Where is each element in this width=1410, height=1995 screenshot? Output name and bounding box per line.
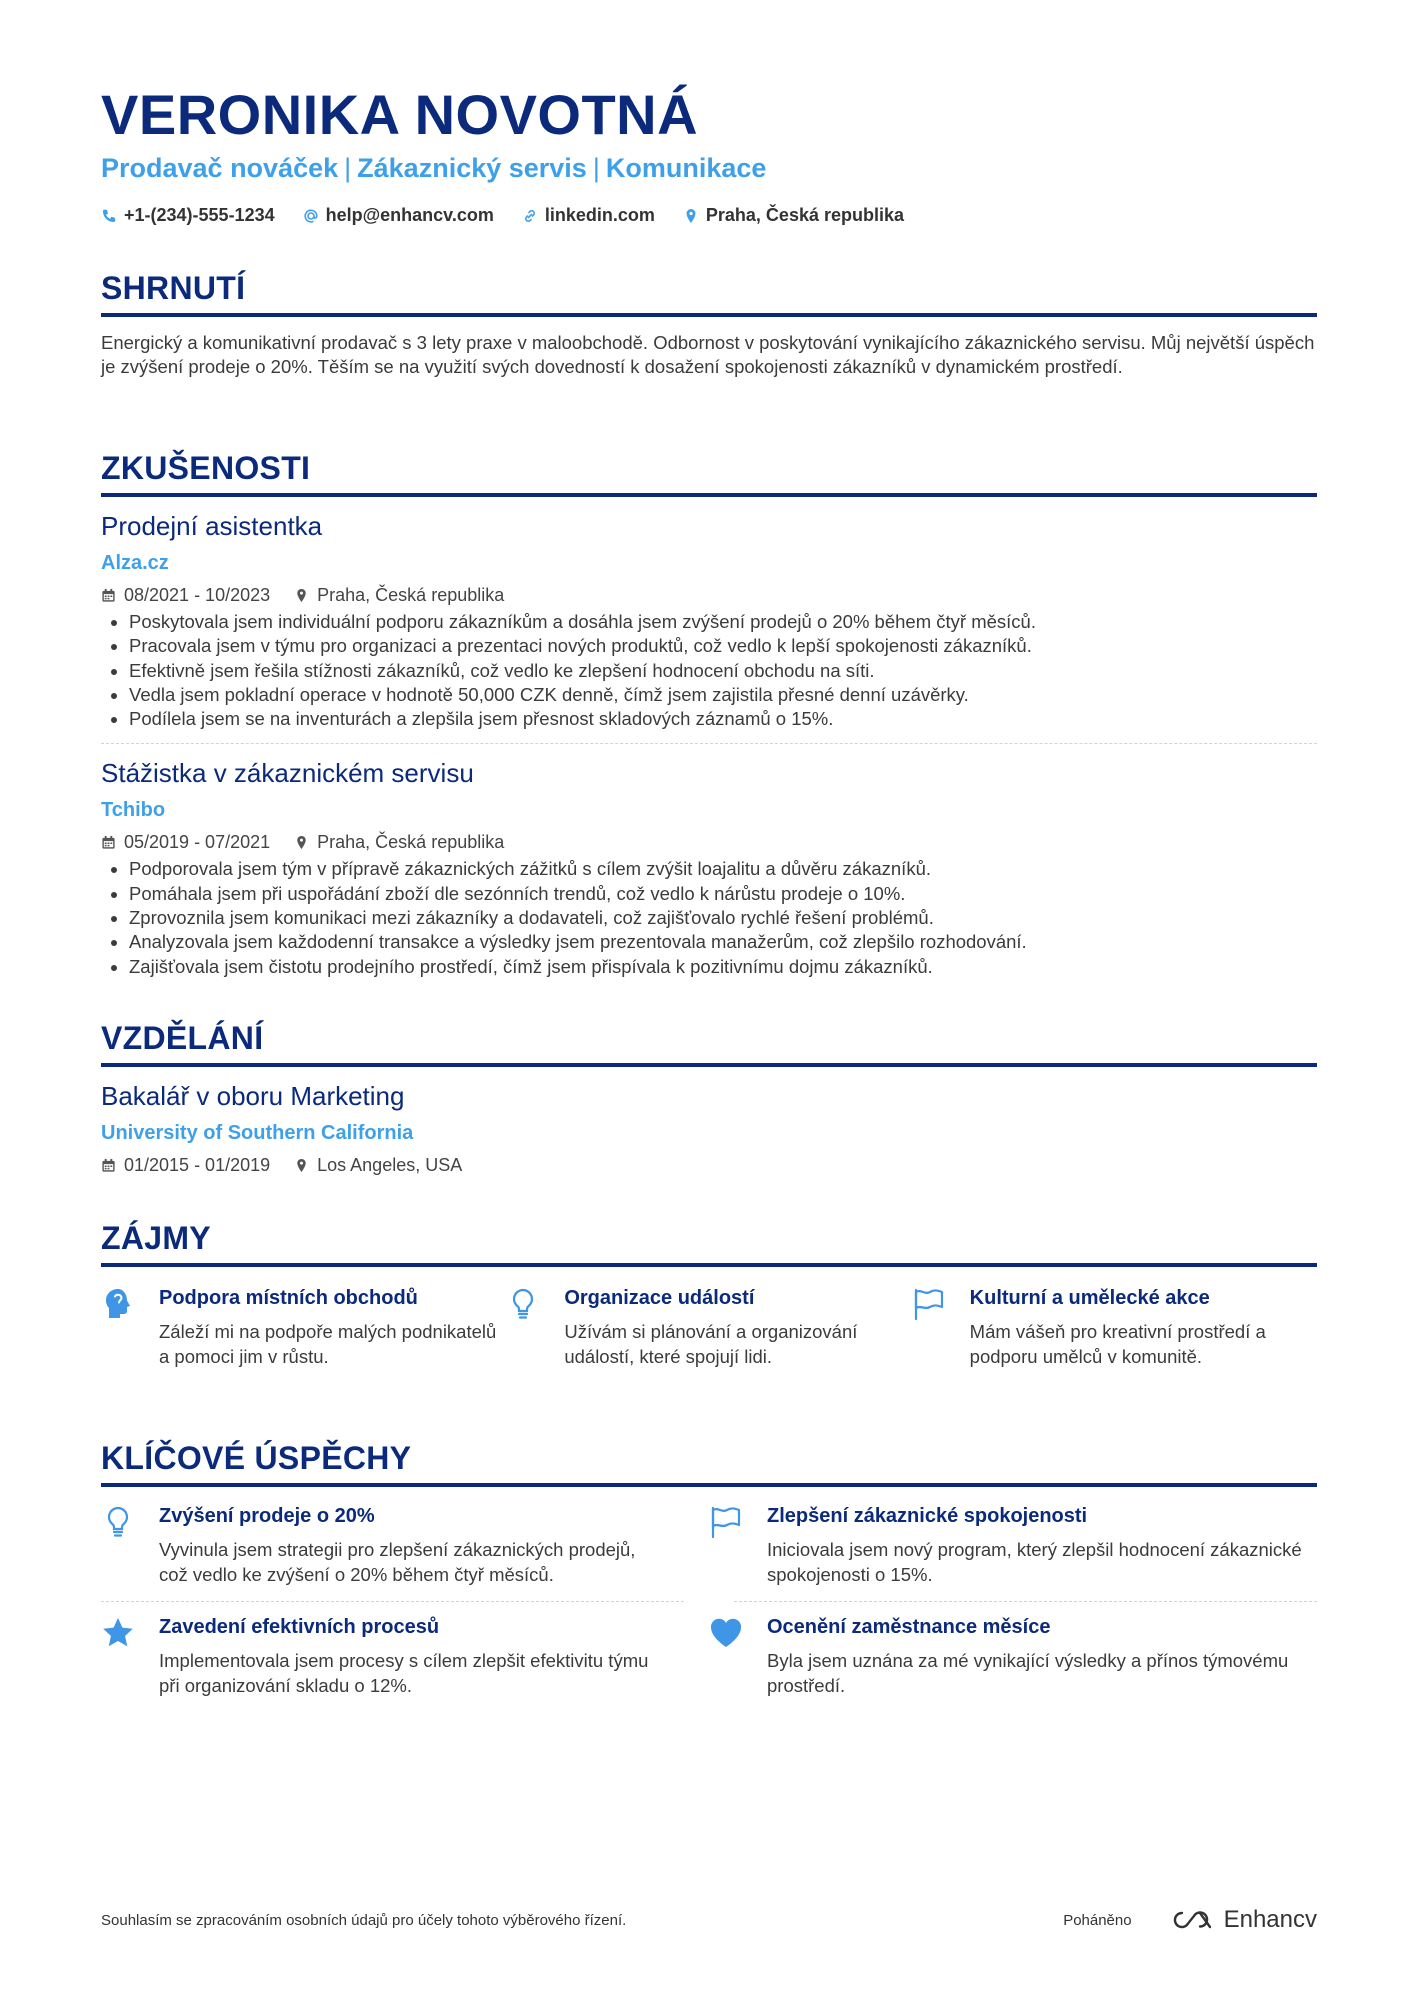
bullet-item: • Pracovala jsem v týmu pro organizaci a prezentaci nových produktů, což vedlo k lepší spokojenosti zákazníků. xyxy=(129,634,1317,658)
interest-item xyxy=(912,1287,1317,1369)
education-location xyxy=(294,1155,462,1176)
section-title: ZÁJMY xyxy=(101,1220,1317,1267)
email-address: help@enhancv.com xyxy=(325,205,494,225)
job-dates xyxy=(101,832,270,853)
school-name: University of Southern California xyxy=(101,1122,414,1144)
job-location xyxy=(294,585,504,606)
location-pin-icon xyxy=(294,588,309,603)
location-text: Praha, Česká republika xyxy=(705,205,905,225)
headline-separator: | xyxy=(592,153,600,183)
interest-title: Podpora místních obchodů xyxy=(159,1287,418,1309)
at-icon xyxy=(303,208,319,224)
dates-text: 05/2019 - 07/2021 xyxy=(124,832,271,853)
powered-by xyxy=(1063,1906,1317,1934)
achievement-item xyxy=(709,1505,1317,1587)
interest-desc: Záleží mi na podpoře malých podnikatelů a pomoci jim v růstu. xyxy=(159,1321,497,1367)
achievement-item xyxy=(101,1616,709,1698)
consent-text: Souhlasím se zpracováním osobních údajů pro účely tohoto výběrového řízení. xyxy=(101,1911,627,1929)
dates-text: 01/2015 - 01/2019 xyxy=(124,1155,271,1175)
company-name: Alza.cz xyxy=(101,552,169,574)
headline xyxy=(101,153,766,184)
contact-phone[interactable] xyxy=(101,205,275,226)
location-text: Praha, Česká republika xyxy=(317,832,505,853)
enhancv-logo-icon xyxy=(1172,1909,1216,1931)
linkedin-url: linkedin.com xyxy=(544,205,655,225)
section-title: SHRNUTÍ xyxy=(101,270,1317,317)
candidate-name: VERONIKA NOVOTNÁ xyxy=(101,83,699,146)
contact-linkedin[interactable] xyxy=(522,205,655,226)
achievement-item xyxy=(709,1616,1317,1698)
education-section xyxy=(101,1020,1317,1176)
bullet-item: • Analyzovala jsem každodenní transakce a výsledky jsem prezentovala manažerům, což zlepšilo rozhodování. xyxy=(129,930,1317,954)
bullet-item: • Efektivně jsem řešila stížnosti zákazníků, což vedlo ke zlepšení hodnocení obchodu na síti. xyxy=(129,659,1317,683)
job-meta xyxy=(101,832,1317,853)
section-title: ZKUŠENOSTI xyxy=(101,450,1317,497)
achievement-title: Zavedení efektivních procesů xyxy=(159,1616,440,1638)
head-icon xyxy=(101,1287,135,1321)
bullet-item: • Zprovoznila jsem komunikaci mezi zákazníky a dodavateli, což zajišťovalo rychlé řešení problémů. xyxy=(129,906,1317,930)
headline-separator: | xyxy=(344,153,352,183)
education-meta xyxy=(101,1155,1317,1176)
job-bullets xyxy=(101,857,1317,978)
calendar-icon xyxy=(101,588,116,603)
contact-bar xyxy=(101,205,904,226)
bullet-item: • Podporovala jsem tým v přípravě zákaznických zážitků s cílem zvýšit loajalitu a důvěru zákazníků. xyxy=(129,857,1317,881)
section-title: VZDĚLÁNÍ xyxy=(101,1020,1317,1067)
interests-section xyxy=(101,1220,1317,1369)
interest-item xyxy=(101,1287,506,1369)
job-meta xyxy=(101,585,1317,606)
job-entry xyxy=(101,511,1317,744)
calendar-icon xyxy=(101,1158,116,1173)
headline-item: Komunikace xyxy=(605,153,767,183)
location-pin-icon xyxy=(683,208,699,224)
phone-icon xyxy=(101,208,117,224)
link-icon xyxy=(522,208,538,224)
divider xyxy=(101,743,1317,744)
achievement-desc: Byla jsem uznána za mé vynikající výsledky a přínos týmovému prostředí. xyxy=(767,1650,1289,1696)
achievement-desc: Iniciovala jsem nový program, který zlepšil hodnocení zákaznické spokojenosti o 15%. xyxy=(767,1539,1302,1585)
section-title: KLÍČOVÉ ÚSPĚCHY xyxy=(101,1440,1317,1487)
summary-section xyxy=(101,270,1317,379)
company-name: Tchibo xyxy=(101,799,166,822)
education-dates xyxy=(101,1155,270,1176)
education-entry xyxy=(101,1081,1317,1176)
heart-icon xyxy=(709,1616,743,1650)
achievement-title: Zlepšení zákaznické spokojenosti xyxy=(767,1505,1088,1527)
interest-desc: Mám vášeň pro kreativní prostředí a podporu umělců v komunitě. xyxy=(969,1321,1266,1367)
interest-title: Kulturní a umělecké akce xyxy=(969,1287,1210,1309)
flag-icon xyxy=(709,1505,743,1539)
brand-name: Enhancv xyxy=(1223,1906,1317,1933)
location-pin-icon xyxy=(294,835,309,850)
calendar-icon xyxy=(101,835,116,850)
interest-desc: Užívám si plánování a organizování událostí, které spojují lidi. xyxy=(564,1321,858,1367)
summary-text: Energický a komunikativní prodavač s 3 lety praxe v maloobchodě. Odbornost v poskytování vynikajícího zákaznického servisu. Můj největší úspěch je zvýšení prodeje o 20%. Těším se na využití svých dovedností k dosažení spokojenosti zákazníků v dynamickém prostředí. xyxy=(101,332,1315,377)
bullet-item: • Zajišťovala jsem čistotu prodejního prostředí, čímž jsem přispívala k pozitivnímu dojmu zákazníků. xyxy=(129,955,1317,979)
location-pin-icon xyxy=(294,1158,309,1173)
job-location xyxy=(294,832,504,853)
job-entry xyxy=(101,758,1317,978)
achievements-grid xyxy=(101,1505,1317,1698)
job-title: Stážistka v zákaznickém servisu xyxy=(101,758,474,789)
contact-email[interactable] xyxy=(303,205,494,226)
headline-item: Zákaznický servis xyxy=(357,153,587,183)
divider xyxy=(101,1601,1317,1602)
job-bullets xyxy=(101,610,1317,731)
phone-number: +1-(234)-555-1234 xyxy=(124,205,275,225)
headline-item: Prodavač nováček xyxy=(101,153,339,183)
powered-label: Poháněno xyxy=(1063,1911,1132,1929)
achievement-title: Zvýšení prodeje o 20% xyxy=(159,1505,375,1527)
interest-item xyxy=(506,1287,911,1369)
lightbulb-icon xyxy=(506,1287,540,1321)
job-dates xyxy=(101,585,270,606)
experience-section xyxy=(101,450,1317,979)
achievement-desc: Implementovala jsem procesy s cílem zlepšit efektivitu týmu při organizování skladu o 12%. xyxy=(159,1650,649,1696)
flag-icon xyxy=(912,1287,946,1321)
location-text: Los Angeles, USA xyxy=(317,1155,463,1175)
location-text: Praha, Česká republika xyxy=(317,585,505,605)
star-icon xyxy=(101,1616,135,1650)
achievement-title: Ocenění zaměstnance měsíce xyxy=(767,1616,1051,1638)
achievements-section xyxy=(101,1440,1317,1698)
bullet-item: • Podílela jsem se na inventurách a zlepšila jsem přesnost skladových záznamů o 15%. xyxy=(129,707,1317,731)
interest-title: Organizace událostí xyxy=(564,1287,755,1309)
job-title: Prodejní asistentka xyxy=(101,511,323,541)
bullet-item: • Vedla jsem pokladní operace v hodnotě 50,000 CZK denně, čímž jsem zajistila přesné denní uzávěrky. xyxy=(129,683,1317,707)
bullet-item: • Pomáhala jsem při uspořádání zboží dle sezónních trendů, což vedlo k nárůstu prodeje o 10%. xyxy=(129,882,1317,906)
footer xyxy=(101,1906,1317,1934)
enhancv-logo[interactable] xyxy=(1172,1906,1317,1934)
lightbulb-icon xyxy=(101,1505,135,1539)
achievement-desc: Vyvinula jsem strategii pro zlepšení zákaznických prodejů, což vedlo ke zvýšení o 20% během čtyř měsíců. xyxy=(159,1539,636,1585)
contact-location xyxy=(683,205,904,226)
bullet-item: • Poskytovala jsem individuální podporu zákazníkům a dosáhla jsem zvýšení prodejů o 20% během čtyř měsíců. xyxy=(129,610,1317,634)
degree-title: Bakalář v oboru Marketing xyxy=(101,1081,405,1111)
dates-text: 08/2021 - 10/2023 xyxy=(124,585,271,605)
achievement-item xyxy=(101,1505,709,1587)
interests-grid xyxy=(101,1287,1317,1369)
